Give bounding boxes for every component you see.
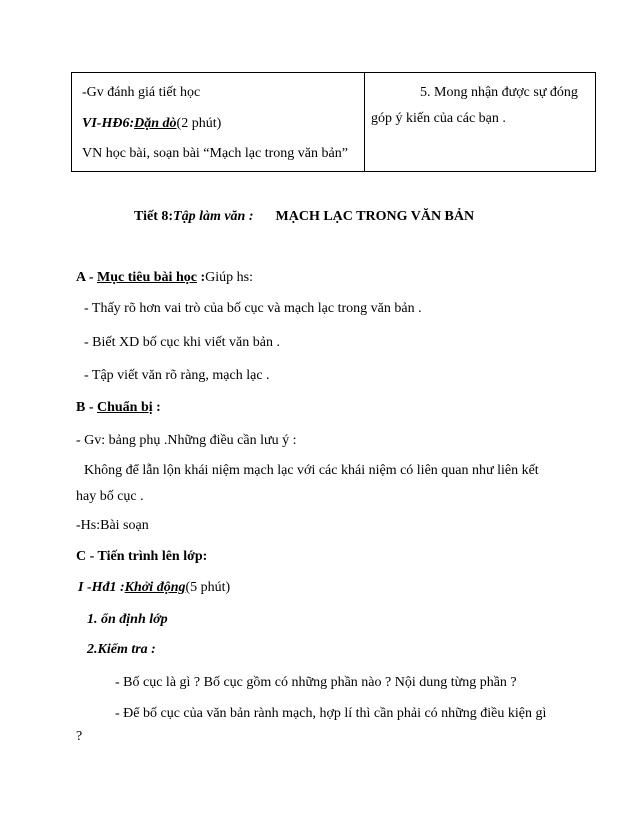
objective-item: - Biết XD bố cục khi viết văn bản . [84, 335, 280, 350]
teacher-preparation: - Gv: bảng phụ .Những điều cần lưu ý : [76, 433, 297, 448]
check-question-2-line-2: ? [76, 729, 83, 744]
lesson-subject: Tập làm văn : [173, 209, 254, 224]
homework-underlined: Dặn dò [134, 116, 177, 131]
section-b-heading: B - Chuẩn bị : [76, 400, 161, 415]
summary-table [71, 72, 596, 172]
lesson-title [134, 209, 474, 225]
homework-duration: (2 phút) [176, 116, 222, 131]
section-a-heading: A - Mục tiêu bài học :Giúp hs: [76, 270, 253, 285]
activity-1-duration: (5 phút) [185, 580, 231, 595]
lesson-number: Tiết 8: [134, 209, 174, 224]
class-stabilization: 1. ổn định lớp [87, 612, 168, 627]
section-c-heading: C - Tiến trình lên lớp: [76, 549, 208, 564]
check-question-1: - Bố cục là gì ? Bố cục gồm có những phần nào ? Nội dung từng phần ? [115, 675, 517, 690]
activity-1-label: I -Hđ1 : [78, 580, 125, 595]
summary-right-cell [365, 73, 596, 172]
homework-label: VI-HĐ6: [82, 116, 135, 131]
check-heading: 2.Kiểm tra : [87, 642, 156, 657]
lesson-name: MẠCH LẠC TRONG VĂN BẢN [275, 209, 475, 224]
summary-left-cell [72, 73, 365, 172]
assessment-text: -Gv đánh giá tiết học [82, 85, 201, 100]
preparation-note-line-2: hay bố cục . [76, 489, 144, 504]
student-preparation: -Hs:Bài soạn [76, 518, 149, 533]
activity-1-title: Khởi động [124, 580, 186, 595]
check-question-2-line-1: - Để bố cục của văn bản rành mạch, hợp lí thì cần phải có những điều kiện gì [115, 706, 547, 721]
objective-item: - Tập viết văn rõ ràng, mạch lạc . [84, 368, 270, 383]
section-b-title: Chuẩn bị [97, 400, 153, 415]
preparation-note-line-1: Không để lẫn lộn khái niệm mạch lạc với các khái niệm có liên quan như liên kết [84, 463, 539, 478]
feedback-line-1: 5. Mong nhận được sự đóng [420, 85, 578, 100]
homework-text: VN học bài, soạn bài “Mạch lạc trong văn bản” [82, 146, 348, 161]
homework-heading [82, 116, 221, 132]
objective-item: - Thấy rõ hơn vai trò của bố cục và mạch lạc trong văn bản . [84, 301, 422, 316]
activity-1-heading [78, 580, 230, 596]
section-a-title: Mục tiêu bài học [97, 270, 197, 285]
feedback-line-2: góp ý kiến của các bạn . [371, 111, 506, 126]
section-a-intro: Giúp hs: [205, 270, 253, 285]
